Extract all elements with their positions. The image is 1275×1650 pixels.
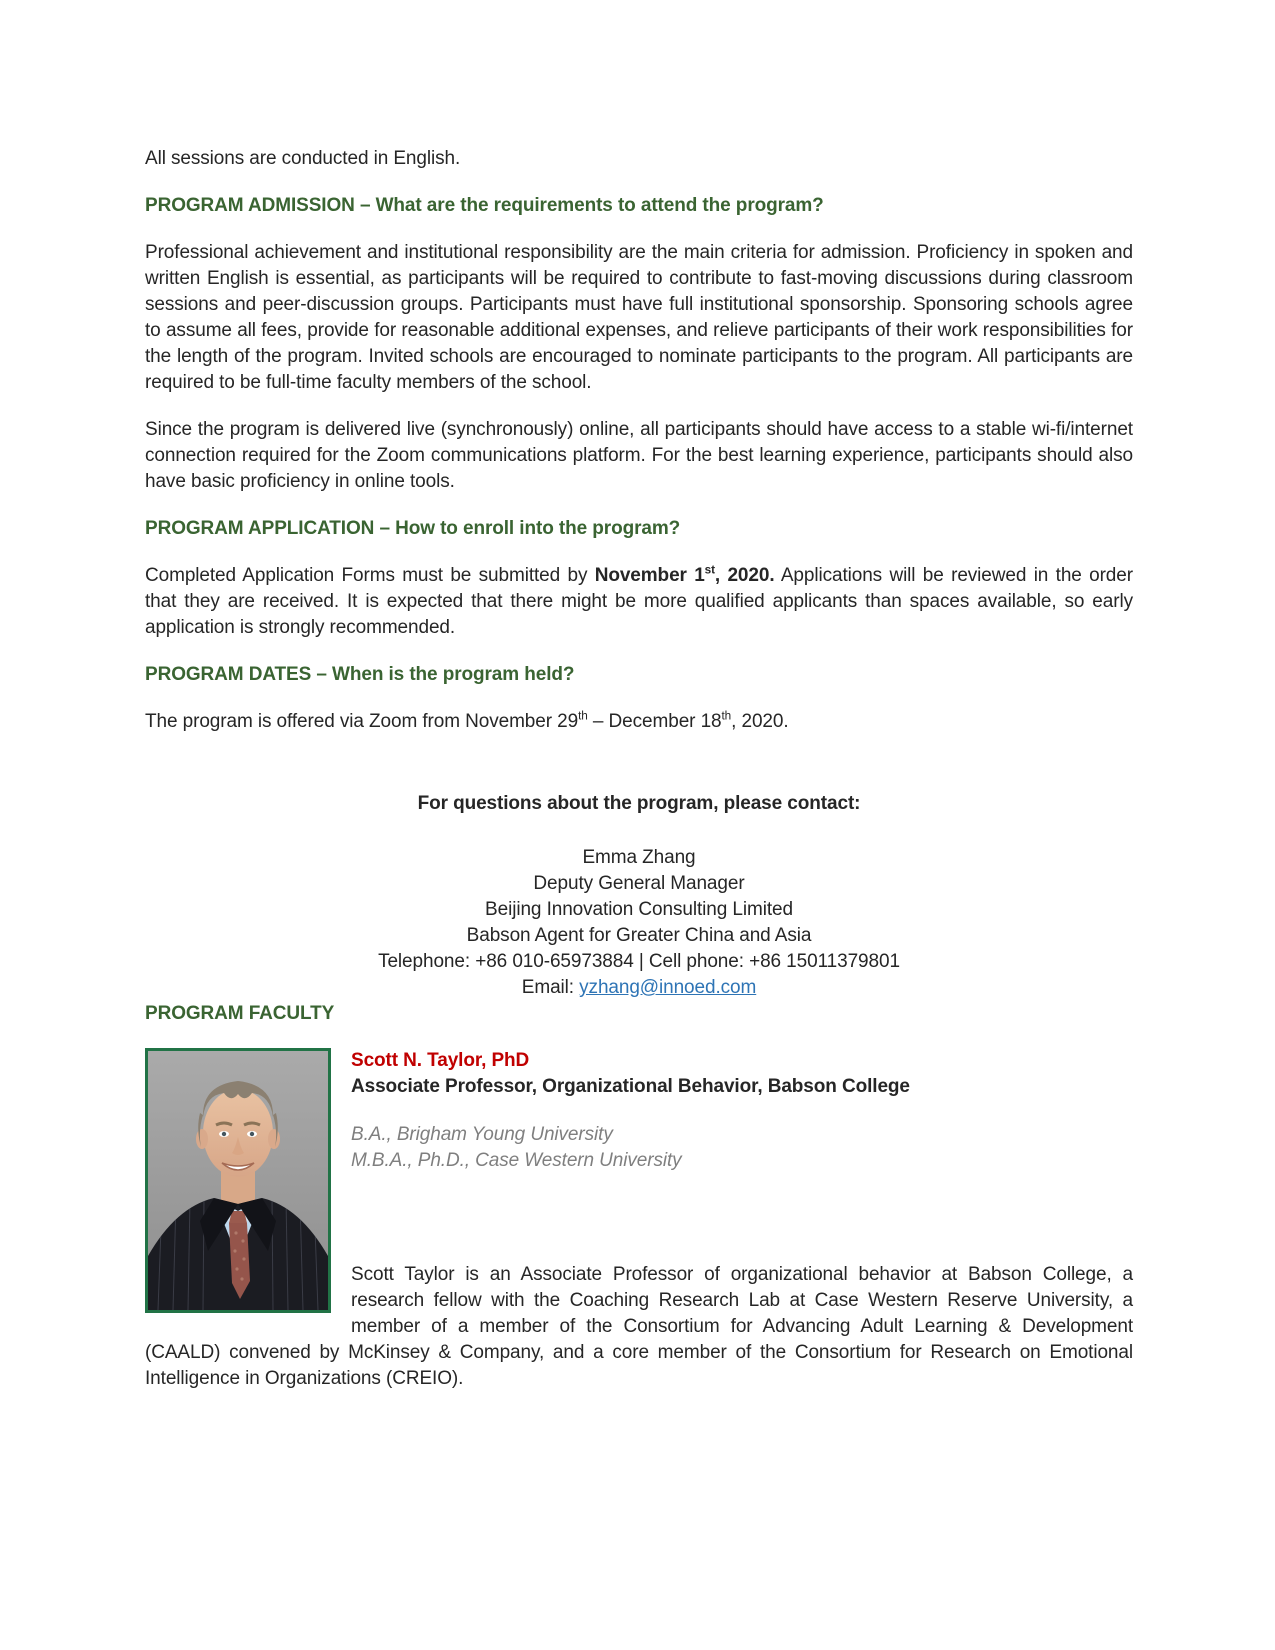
faculty-bio: Scott Taylor is an Associate Professor of organizational behavior at Babson College, a research fellow with the Coaching Research Lab at Case Western Reserve University, a member of a member of the Consortium for Advancing Adult Learning & Development (CAALD) convened by McKinsey & Company, and a core member of the Consortium for Research on Emotional Intelligence in Organizations (CREIO). xyxy=(145,1264,1133,1389)
faculty-section xyxy=(145,1048,1133,1392)
application-text-start: Completed Application Forms must be submitted by xyxy=(145,565,595,586)
email-label: Email: xyxy=(521,977,580,998)
admission-paragraph-2: Since the program is delivered live (synchronously) online, all participants should have access to a stable wi-fi/internet connection required for the Zoom communications platform. For the best learning experience, participants should also have basic proficiency in online tools. xyxy=(145,419,1133,492)
admission-paragraph-1: Professional achievement and institutional responsibility are the main criteria for admission. Proficiency in spoken and written English is essential, as participants will be required to contribute to fast-moving discussions during classroom sessions and peer-discussion groups. Participants must have full institutional sponsorship. Sponsoring schools agree to assume all fees, provide for reasonable additional expenses, and relieve participants of their work responsibilities for the length of the program. Invited schools are encouraged to nominate participants to the program. All participants are required to be full-time faculty members of the school. xyxy=(145,242,1133,393)
faculty-degree-1: B.A., Brigham Young University xyxy=(351,1124,613,1145)
dates-ordinal-1: th xyxy=(578,709,588,723)
application-deadline-ordinal: st xyxy=(704,563,715,577)
faculty-degree-2: M.B.A., Ph.D., Case Western University xyxy=(351,1150,682,1171)
application-text-end: Applications will be reviewed in the order that they are received. It is expected that there might be more qualified applicants than spaces available, so early application is strongly recommended. xyxy=(145,565,1133,638)
dates-heading: PROGRAM DATES – When is the program held? xyxy=(145,664,575,685)
contact-email-line xyxy=(145,975,1133,1001)
application-paragraph xyxy=(145,563,1133,641)
dates-ordinal-2: th xyxy=(721,709,732,723)
contact-phone-line: Telephone: +86 010-65973884 | Cell phone: +86 15011379801 xyxy=(378,951,900,972)
intro-paragraph: All sessions are conducted in English. xyxy=(145,148,461,169)
dates-text-start: The program is offered via Zoom from November 29 xyxy=(145,711,579,732)
contact-section xyxy=(145,791,1133,1001)
contact-role: Deputy General Manager xyxy=(533,873,745,894)
admission-heading: PROGRAM ADMISSION – What are the requirements to attend the program? xyxy=(145,195,824,216)
contact-title: For questions about the program, please contact: xyxy=(417,793,861,814)
dates-paragraph xyxy=(145,709,1133,735)
email-link[interactable]: yzhang@innoed.com xyxy=(579,977,757,998)
dates-text-mid: – December 18 xyxy=(587,711,722,732)
application-deadline-bold: November 1 xyxy=(594,565,705,586)
application-heading: PROGRAM APPLICATION – How to enroll into the program? xyxy=(145,518,681,539)
application-deadline-year: , 2020. xyxy=(714,565,775,586)
faculty-name: Scott N. Taylor, PhD xyxy=(351,1050,530,1071)
dates-text-end: , 2020. xyxy=(731,711,789,732)
faculty-photo xyxy=(145,1048,331,1313)
contact-name: Emma Zhang xyxy=(582,847,696,868)
faculty-headshot-graphic xyxy=(148,1051,328,1310)
faculty-heading: PROGRAM FACULTY xyxy=(145,1003,335,1024)
contact-company: Beijing Innovation Consulting Limited xyxy=(485,899,793,920)
contact-agent-line: Babson Agent for Greater China and Asia xyxy=(466,925,812,946)
faculty-title: Associate Professor, Organizational Behavior, Babson College xyxy=(351,1076,910,1097)
